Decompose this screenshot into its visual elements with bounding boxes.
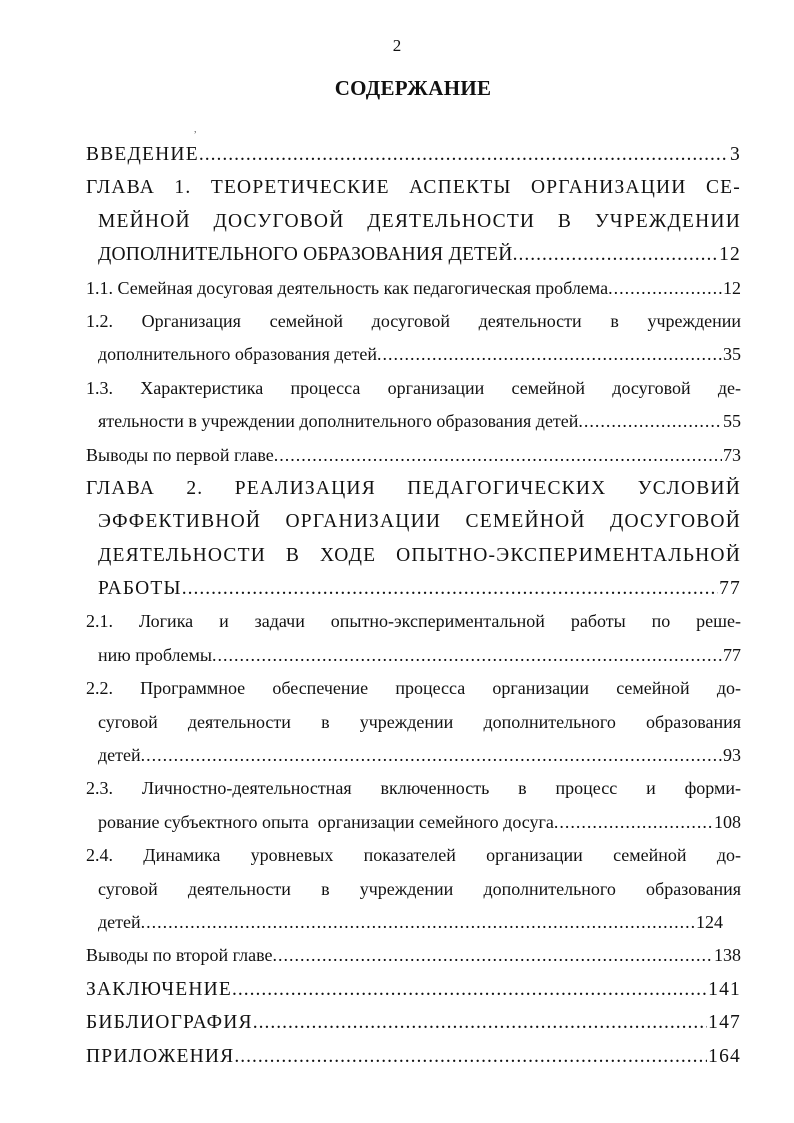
toc-entry-label: ГЛАВА 2. РЕАЛИЗАЦИЯ ПЕДАГОГИЧЕСКИХ УСЛОВИЙ [86, 477, 741, 499]
toc-entry-label: Выводы по второй главе [86, 945, 273, 966]
toc-entry-2-3[interactable] [86, 772, 741, 805]
toc-entry-chapter-2-cont [86, 505, 741, 538]
toc-entry-conclusions-2[interactable] [86, 939, 741, 972]
toc-entry-label: детей [98, 745, 141, 766]
toc-entry-label: 1.2. Организация семейной досуговой деятельности в учреждении [86, 310, 741, 331]
toc-entry-label: ятельности в учреждении дополнительного образования детей [98, 411, 579, 432]
toc-entry-bibliography[interactable] [86, 1006, 741, 1039]
dot-leader [253, 1006, 707, 1039]
dot-leader [199, 138, 729, 171]
toc-entry-label: 2.3. Личностно-деятельностная включенность в процесс и форми- [86, 778, 741, 799]
toc-page-ref: 55 [723, 411, 741, 432]
toc-entry-conclusion[interactable] [86, 973, 741, 1006]
dot-leader [232, 973, 707, 1006]
toc-entry-2-2-end[interactable] [86, 739, 741, 772]
toc-entry-label: дополнительного образования детей [98, 344, 377, 365]
toc-entry-1-3-end[interactable] [86, 405, 741, 438]
toc-page-ref: 141 [708, 978, 741, 1000]
toc-entry-label: БИБЛИОГРАФИЯ [86, 1012, 253, 1034]
dot-leader [182, 572, 718, 605]
toc-entry-intro[interactable] [86, 138, 741, 171]
toc-entry-1-3[interactable] [86, 372, 741, 405]
toc-page-ref: 164 [708, 1045, 741, 1067]
toc-page-ref: 3 [730, 144, 741, 165]
toc-entry-2-1[interactable] [86, 605, 741, 638]
dot-leader [274, 439, 722, 472]
toc-entry-1-2[interactable] [86, 305, 741, 338]
page-title: СОДЕРЖАНИЕ [334, 76, 492, 100]
dot-leader [377, 338, 722, 371]
toc-page-ref: 124 [696, 911, 723, 932]
toc-page-ref: 147 [708, 1012, 741, 1034]
dot-leader [234, 1040, 707, 1073]
toc-entry-label: суговой деятельности в учреждении дополнительного образования [98, 711, 741, 732]
toc-entry-1-1[interactable] [86, 272, 741, 305]
toc-entry-label: ЭФФЕКТИВНОЙ ОРГАНИЗАЦИИ СЕМЕЙНОЙ ДОСУГОВОЙ [98, 511, 741, 533]
toc-entry-label: ЗАКЛЮЧЕНИЕ [86, 978, 233, 1000]
toc-page-ref: 73 [723, 444, 741, 465]
toc-entry-label: 2.2. Программное обеспечение процесса организации семейной до- [86, 678, 741, 699]
toc-entry-2-1-end[interactable] [86, 639, 741, 672]
toc-entry-label: 1.3. Характеристика процесса организации семейной досуговой де- [86, 377, 741, 398]
toc-entry-chapter-1-end[interactable] [86, 238, 741, 271]
toc-entry-label: 2.4. Динамика уровневых показателей организации семейной до- [86, 845, 741, 866]
toc-entry-chapter-2-cont2 [86, 539, 741, 572]
scan-speck: , [194, 124, 197, 135]
table-of-contents [86, 138, 741, 1073]
toc-entry-2-2[interactable] [86, 672, 741, 705]
toc-entry-2-4-cont [86, 873, 741, 906]
dot-leader [212, 639, 722, 672]
toc-entry-label: ГЛАВА 1. ТЕОРЕТИЧЕСКИЕ АСПЕКТЫ ОРГАНИЗАЦИИ СЕ- [86, 177, 741, 199]
toc-entry-2-2-cont [86, 706, 741, 739]
toc-entry-label: суговой деятельности в учреждении дополнительного образования [98, 878, 741, 899]
toc-entry-label: нию проблемы [98, 644, 213, 665]
toc-entry-chapter-2[interactable] [86, 472, 741, 505]
dot-leader [141, 739, 722, 772]
dot-leader [513, 238, 719, 271]
toc-entry-label: ДЕЯТЕЛЬНОСТИ В ХОДЕ ОПЫТНО-ЭКСПЕРИМЕНТАЛЬНОЙ [98, 544, 741, 566]
dot-leader [608, 272, 722, 305]
toc-page-ref: 138 [714, 945, 741, 966]
page-number: 2 [392, 36, 402, 55]
toc-entry-label: МЕЙНОЙ ДОСУГОВОЙ ДЕЯТЕЛЬНОСТИ В УЧРЕЖДЕНИИ [98, 210, 741, 232]
toc-entry-appendices[interactable] [86, 1040, 741, 1073]
toc-page-ref: 93 [723, 745, 741, 766]
toc-entry-label: ВВЕДЕНИЕ [86, 144, 199, 165]
toc-entry-chapter-2-end[interactable] [86, 572, 741, 605]
toc-entry-label: ДОПОЛНИТЕЛЬНОГО ОБРАЗОВАНИЯ ДЕТЕЙ [98, 244, 513, 266]
toc-page-ref: 35 [723, 344, 741, 365]
toc-entry-label: 2.1. Логика и задачи опытно-экспериментальной работы по реше- [86, 611, 741, 632]
toc-entry-label: РАБОТЫ [98, 578, 182, 600]
toc-entry-label: рование субъектного опыта организации семейного досуга [98, 811, 554, 832]
toc-entry-chapter-1[interactable] [86, 171, 741, 204]
toc-page-ref: 12 [723, 277, 741, 298]
toc-entry-2-3-end[interactable] [86, 806, 741, 839]
toc-entry-label: детей [98, 911, 141, 932]
toc-entry-label: Выводы по первой главе [86, 444, 274, 465]
dot-leader [554, 806, 713, 839]
toc-entry-label: ПРИЛОЖЕНИЯ [86, 1045, 235, 1067]
toc-page-ref: 77 [723, 644, 741, 665]
dot-leader [578, 405, 722, 438]
toc-entry-2-4[interactable] [86, 839, 741, 872]
toc-page-ref: 108 [714, 811, 741, 832]
toc-page-ref: 77 [719, 578, 741, 600]
dot-leader [141, 906, 695, 939]
toc-entry-chapter-1-cont [86, 205, 741, 238]
toc-page-ref: 12 [719, 244, 741, 266]
dot-leader [272, 939, 713, 972]
toc-entry-conclusions-1[interactable] [86, 439, 741, 472]
toc-entry-label: 1.1. Семейная досуговая деятельность как педагогическая проблема [86, 277, 609, 298]
toc-entry-1-2-end[interactable] [86, 338, 741, 371]
toc-entry-2-4-end[interactable] [86, 906, 741, 939]
